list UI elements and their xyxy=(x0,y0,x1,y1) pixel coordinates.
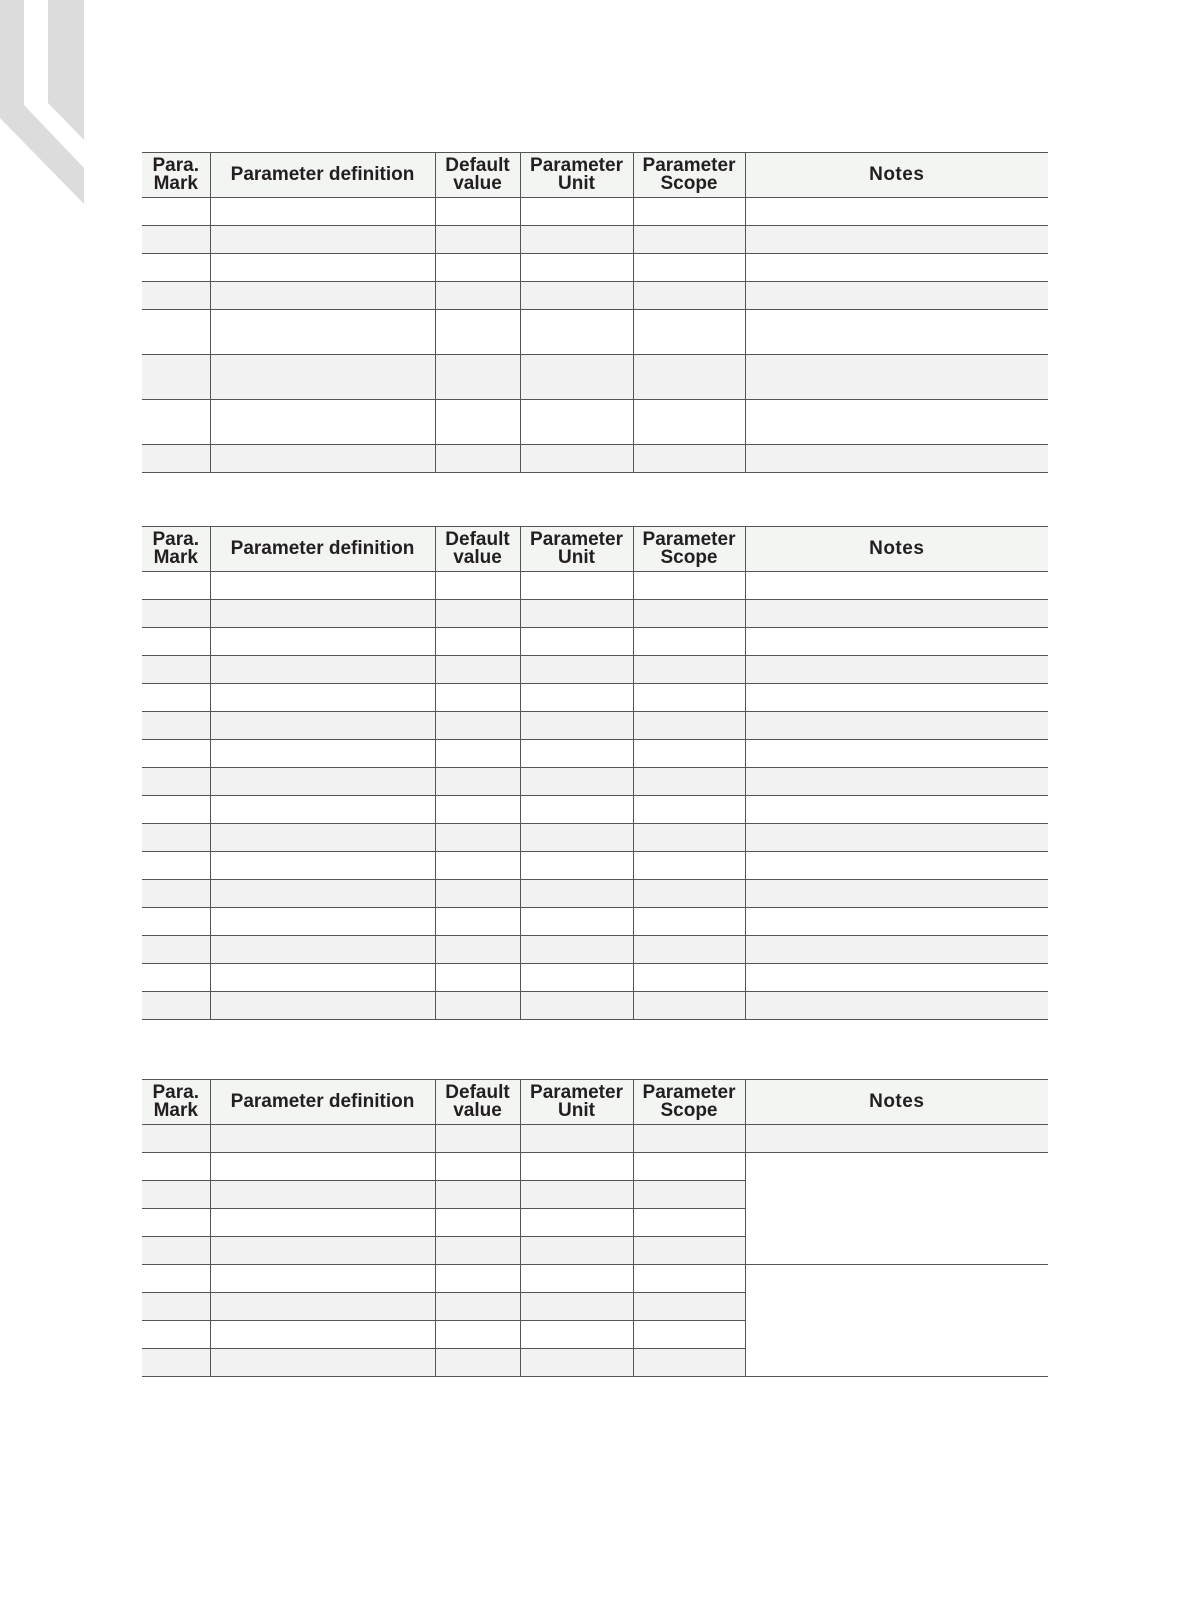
col-header-parameter-unit: Parameter Unit xyxy=(520,153,633,198)
cell-parameter-scope[interactable] xyxy=(633,1293,745,1321)
cell-parameter-unit[interactable] xyxy=(520,1181,633,1209)
cell-parameter-unit[interactable] xyxy=(520,936,633,964)
cell-parameter-unit[interactable] xyxy=(520,824,633,852)
cell-parameter-unit[interactable] xyxy=(520,572,633,600)
cell-parameter-unit[interactable] xyxy=(520,740,633,768)
cell-parameter-scope[interactable] xyxy=(633,852,745,880)
cell-parameter-scope[interactable] xyxy=(633,796,745,824)
cell-default-value[interactable] xyxy=(435,1153,520,1181)
cell-para-mark[interactable] xyxy=(142,796,210,824)
cell-default-value[interactable] xyxy=(435,824,520,852)
table-row xyxy=(142,852,1048,880)
table-row xyxy=(142,712,1048,740)
cell-default-value[interactable] xyxy=(435,355,520,400)
col-header-parameter-scope: Parameter Scope xyxy=(633,1080,745,1125)
col-header-notes: Notes xyxy=(745,527,1048,572)
cell-para-mark[interactable] xyxy=(142,254,210,282)
cell-parameter-scope[interactable] xyxy=(633,1321,745,1349)
cell-para-mark[interactable] xyxy=(142,226,210,254)
cell-default-value[interactable] xyxy=(435,1237,520,1265)
cell-para-mark[interactable] xyxy=(142,600,210,628)
cell-parameter-definition[interactable] xyxy=(210,445,435,473)
cell-default-value[interactable] xyxy=(435,964,520,992)
table-row xyxy=(142,282,1048,310)
cell-notes[interactable] xyxy=(745,880,1048,908)
cell-parameter-unit[interactable] xyxy=(520,310,633,355)
table-row xyxy=(142,254,1048,282)
cell-para-mark[interactable] xyxy=(142,1349,210,1377)
cell-parameter-definition[interactable] xyxy=(210,880,435,908)
cell-parameter-unit[interactable] xyxy=(520,684,633,712)
cell-parameter-definition[interactable] xyxy=(210,992,435,1020)
cell-parameter-scope[interactable] xyxy=(633,824,745,852)
cell-para-mark[interactable] xyxy=(142,768,210,796)
cell-default-value[interactable] xyxy=(435,226,520,254)
cell-parameter-definition[interactable] xyxy=(210,310,435,355)
cell-notes-merged[interactable] xyxy=(745,1153,1048,1265)
cell-parameter-definition[interactable] xyxy=(210,824,435,852)
header-row xyxy=(142,153,1048,198)
cell-parameter-unit[interactable] xyxy=(520,226,633,254)
cell-parameter-definition[interactable] xyxy=(210,254,435,282)
cell-notes[interactable] xyxy=(745,1125,1048,1153)
cell-default-value[interactable] xyxy=(435,1209,520,1237)
cell-para-mark[interactable] xyxy=(142,824,210,852)
cell-parameter-scope[interactable] xyxy=(633,1125,745,1153)
table-row xyxy=(142,198,1048,226)
cell-default-value[interactable] xyxy=(435,852,520,880)
cell-para-mark[interactable] xyxy=(142,198,210,226)
cell-parameter-scope[interactable] xyxy=(633,740,745,768)
cell-notes[interactable] xyxy=(745,628,1048,656)
cell-para-mark[interactable] xyxy=(142,964,210,992)
table-row xyxy=(142,600,1048,628)
cell-default-value[interactable] xyxy=(435,282,520,310)
cell-parameter-unit[interactable] xyxy=(520,796,633,824)
parameter-table-3 xyxy=(142,1079,1048,1377)
cell-notes[interactable] xyxy=(745,936,1048,964)
col-header-parameter-definition: Parameter definition xyxy=(210,527,435,572)
cell-notes[interactable] xyxy=(745,992,1048,1020)
table-row xyxy=(142,628,1048,656)
cell-default-value[interactable] xyxy=(435,768,520,796)
cell-parameter-scope[interactable] xyxy=(633,628,745,656)
cell-notes[interactable] xyxy=(745,852,1048,880)
col-header-default-value: Default value xyxy=(435,527,520,572)
table-row xyxy=(142,936,1048,964)
cell-para-mark[interactable] xyxy=(142,400,210,445)
cell-parameter-unit[interactable] xyxy=(520,1293,633,1321)
cell-parameter-definition[interactable] xyxy=(210,936,435,964)
cell-parameter-scope[interactable] xyxy=(633,656,745,684)
corner-stripe-inner xyxy=(48,0,84,140)
parameter-table-2 xyxy=(142,526,1048,1020)
cell-default-value[interactable] xyxy=(435,712,520,740)
cell-default-value[interactable] xyxy=(435,254,520,282)
table-row xyxy=(142,1153,1048,1181)
table-row xyxy=(142,992,1048,1020)
table-row xyxy=(142,768,1048,796)
cell-notes[interactable] xyxy=(745,712,1048,740)
cell-parameter-unit[interactable] xyxy=(520,992,633,1020)
cell-notes[interactable] xyxy=(745,768,1048,796)
cell-default-value[interactable] xyxy=(435,880,520,908)
cell-default-value[interactable] xyxy=(435,1125,520,1153)
parameter-table-1 xyxy=(142,152,1048,473)
cell-notes-merged[interactable] xyxy=(745,1265,1048,1377)
cell-parameter-definition[interactable] xyxy=(210,572,435,600)
cell-default-value[interactable] xyxy=(435,684,520,712)
table-row xyxy=(142,1265,1048,1293)
cell-para-mark[interactable] xyxy=(142,684,210,712)
cell-para-mark[interactable] xyxy=(142,572,210,600)
cell-parameter-scope[interactable] xyxy=(633,936,745,964)
cell-parameter-scope[interactable] xyxy=(633,226,745,254)
cell-notes[interactable] xyxy=(745,572,1048,600)
cell-parameter-definition[interactable] xyxy=(210,1237,435,1265)
table-row xyxy=(142,796,1048,824)
cell-para-mark[interactable] xyxy=(142,908,210,936)
cell-parameter-unit[interactable] xyxy=(520,1321,633,1349)
cell-parameter-unit[interactable] xyxy=(520,282,633,310)
cell-parameter-scope[interactable] xyxy=(633,1153,745,1181)
cell-parameter-definition[interactable] xyxy=(210,740,435,768)
cell-parameter-unit[interactable] xyxy=(520,1153,633,1181)
cell-parameter-definition[interactable] xyxy=(210,1265,435,1293)
cell-notes[interactable] xyxy=(745,310,1048,355)
cell-notes[interactable] xyxy=(745,254,1048,282)
cell-para-mark[interactable] xyxy=(142,1181,210,1209)
header-row xyxy=(142,1080,1048,1125)
col-header-para-mark: Para. Mark xyxy=(142,153,210,198)
cell-parameter-scope[interactable] xyxy=(633,400,745,445)
cell-parameter-unit[interactable] xyxy=(520,400,633,445)
cell-para-mark[interactable] xyxy=(142,656,210,684)
cell-default-value[interactable] xyxy=(435,1181,520,1209)
cell-default-value[interactable] xyxy=(435,198,520,226)
cell-parameter-scope[interactable] xyxy=(633,684,745,712)
table-row xyxy=(142,400,1048,445)
cell-parameter-scope[interactable] xyxy=(633,992,745,1020)
cell-para-mark[interactable] xyxy=(142,740,210,768)
cell-parameter-scope[interactable] xyxy=(633,1265,745,1293)
cell-parameter-unit[interactable] xyxy=(520,198,633,226)
cell-parameter-unit[interactable] xyxy=(520,908,633,936)
cell-parameter-definition[interactable] xyxy=(210,628,435,656)
cell-parameter-unit[interactable] xyxy=(520,254,633,282)
cell-notes[interactable] xyxy=(745,796,1048,824)
cell-notes[interactable] xyxy=(745,684,1048,712)
cell-parameter-scope[interactable] xyxy=(633,1349,745,1377)
cell-para-mark[interactable] xyxy=(142,1237,210,1265)
table-row xyxy=(142,572,1048,600)
cell-parameter-definition[interactable] xyxy=(210,1181,435,1209)
col-header-parameter-definition: Parameter definition xyxy=(210,1080,435,1125)
cell-notes[interactable] xyxy=(745,198,1048,226)
cell-parameter-scope[interactable] xyxy=(633,310,745,355)
cell-parameter-scope[interactable] xyxy=(633,445,745,473)
cell-parameter-unit[interactable] xyxy=(520,1237,633,1265)
cell-notes[interactable] xyxy=(745,740,1048,768)
cell-parameter-unit[interactable] xyxy=(520,1265,633,1293)
table-row xyxy=(142,684,1048,712)
cell-parameter-unit[interactable] xyxy=(520,1125,633,1153)
cell-parameter-definition[interactable] xyxy=(210,1321,435,1349)
col-header-parameter-definition: Parameter definition xyxy=(210,153,435,198)
cell-para-mark[interactable] xyxy=(142,355,210,400)
cell-default-value[interactable] xyxy=(435,796,520,824)
cell-notes[interactable] xyxy=(745,824,1048,852)
cell-parameter-definition[interactable] xyxy=(210,282,435,310)
cell-parameter-definition[interactable] xyxy=(210,796,435,824)
cell-parameter-unit[interactable] xyxy=(520,1349,633,1377)
cell-para-mark[interactable] xyxy=(142,1321,210,1349)
cell-default-value[interactable] xyxy=(435,600,520,628)
cell-parameter-unit[interactable] xyxy=(520,768,633,796)
cell-parameter-definition[interactable] xyxy=(210,1153,435,1181)
cell-parameter-definition[interactable] xyxy=(210,964,435,992)
cell-notes[interactable] xyxy=(745,445,1048,473)
cell-parameter-definition[interactable] xyxy=(210,226,435,254)
cell-parameter-scope[interactable] xyxy=(633,572,745,600)
cell-parameter-definition[interactable] xyxy=(210,656,435,684)
col-header-parameter-unit: Parameter Unit xyxy=(520,527,633,572)
cell-parameter-definition[interactable] xyxy=(210,768,435,796)
cell-parameter-scope[interactable] xyxy=(633,908,745,936)
cell-parameter-scope[interactable] xyxy=(633,964,745,992)
cell-para-mark[interactable] xyxy=(142,712,210,740)
cell-parameter-unit[interactable] xyxy=(520,712,633,740)
cell-parameter-definition[interactable] xyxy=(210,1125,435,1153)
cell-parameter-unit[interactable] xyxy=(520,852,633,880)
cell-para-mark[interactable] xyxy=(142,852,210,880)
col-header-parameter-scope: Parameter Scope xyxy=(633,153,745,198)
cell-default-value[interactable] xyxy=(435,1265,520,1293)
table-row xyxy=(142,226,1048,254)
cell-para-mark[interactable] xyxy=(142,310,210,355)
col-header-notes: Notes xyxy=(745,1080,1048,1125)
table-row xyxy=(142,656,1048,684)
cell-parameter-scope[interactable] xyxy=(633,355,745,400)
cell-para-mark[interactable] xyxy=(142,1265,210,1293)
cell-parameter-scope[interactable] xyxy=(633,1209,745,1237)
cell-notes[interactable] xyxy=(745,355,1048,400)
cell-parameter-definition[interactable] xyxy=(210,355,435,400)
col-header-para-mark: Para. Mark xyxy=(142,1080,210,1125)
cell-notes[interactable] xyxy=(745,282,1048,310)
cell-para-mark[interactable] xyxy=(142,628,210,656)
cell-parameter-scope[interactable] xyxy=(633,198,745,226)
cell-default-value[interactable] xyxy=(435,445,520,473)
table-row xyxy=(142,1125,1048,1153)
cell-parameter-unit[interactable] xyxy=(520,964,633,992)
cell-para-mark[interactable] xyxy=(142,1153,210,1181)
cell-notes[interactable] xyxy=(745,656,1048,684)
cell-parameter-definition[interactable] xyxy=(210,600,435,628)
col-header-parameter-unit: Parameter Unit xyxy=(520,1080,633,1125)
cell-parameter-definition[interactable] xyxy=(210,684,435,712)
corner-decoration xyxy=(0,0,90,210)
cell-para-mark[interactable] xyxy=(142,1125,210,1153)
cell-parameter-definition[interactable] xyxy=(210,1293,435,1321)
col-header-notes: Notes xyxy=(745,153,1048,198)
table-row xyxy=(142,880,1048,908)
cell-default-value[interactable] xyxy=(435,572,520,600)
cell-para-mark[interactable] xyxy=(142,445,210,473)
cell-parameter-unit[interactable] xyxy=(520,656,633,684)
cell-default-value[interactable] xyxy=(435,310,520,355)
table-row xyxy=(142,964,1048,992)
table-row xyxy=(142,740,1048,768)
cell-parameter-scope[interactable] xyxy=(633,600,745,628)
cell-para-mark[interactable] xyxy=(142,936,210,964)
table-row xyxy=(142,824,1048,852)
cell-notes[interactable] xyxy=(745,226,1048,254)
cell-default-value[interactable] xyxy=(435,656,520,684)
table-row xyxy=(142,310,1048,355)
cell-para-mark[interactable] xyxy=(142,880,210,908)
cell-parameter-unit[interactable] xyxy=(520,1209,633,1237)
cell-notes[interactable] xyxy=(745,964,1048,992)
cell-default-value[interactable] xyxy=(435,628,520,656)
cell-parameter-scope[interactable] xyxy=(633,880,745,908)
cell-default-value[interactable] xyxy=(435,400,520,445)
cell-parameter-definition[interactable] xyxy=(210,852,435,880)
cell-parameter-unit[interactable] xyxy=(520,880,633,908)
cell-default-value[interactable] xyxy=(435,1349,520,1377)
cell-default-value[interactable] xyxy=(435,740,520,768)
cell-default-value[interactable] xyxy=(435,992,520,1020)
col-header-para-mark: Para. Mark xyxy=(142,527,210,572)
cell-parameter-definition[interactable] xyxy=(210,198,435,226)
table-row xyxy=(142,908,1048,936)
col-header-default-value: Default value xyxy=(435,153,520,198)
cell-parameter-definition[interactable] xyxy=(210,712,435,740)
cell-para-mark[interactable] xyxy=(142,992,210,1020)
cell-parameter-definition[interactable] xyxy=(210,1209,435,1237)
cell-parameter-definition[interactable] xyxy=(210,1349,435,1377)
cell-default-value[interactable] xyxy=(435,1293,520,1321)
table-row xyxy=(142,445,1048,473)
cell-parameter-scope[interactable] xyxy=(633,254,745,282)
col-header-default-value: Default value xyxy=(435,1080,520,1125)
cell-para-mark[interactable] xyxy=(142,1293,210,1321)
cell-parameter-unit[interactable] xyxy=(520,628,633,656)
table-row xyxy=(142,355,1048,400)
cell-para-mark[interactable] xyxy=(142,1209,210,1237)
cell-notes[interactable] xyxy=(745,908,1048,936)
cell-default-value[interactable] xyxy=(435,936,520,964)
col-header-parameter-scope: Parameter Scope xyxy=(633,527,745,572)
cell-notes[interactable] xyxy=(745,600,1048,628)
cell-parameter-scope[interactable] xyxy=(633,1237,745,1265)
cell-default-value[interactable] xyxy=(435,1321,520,1349)
cell-parameter-scope[interactable] xyxy=(633,712,745,740)
cell-parameter-definition[interactable] xyxy=(210,908,435,936)
cell-parameter-scope[interactable] xyxy=(633,282,745,310)
cell-parameter-scope[interactable] xyxy=(633,768,745,796)
cell-parameter-scope[interactable] xyxy=(633,1181,745,1209)
cell-para-mark[interactable] xyxy=(142,282,210,310)
cell-parameter-unit[interactable] xyxy=(520,445,633,473)
cell-parameter-definition[interactable] xyxy=(210,400,435,445)
cell-parameter-unit[interactable] xyxy=(520,600,633,628)
header-row xyxy=(142,527,1048,572)
cell-parameter-unit[interactable] xyxy=(520,355,633,400)
cell-notes[interactable] xyxy=(745,400,1048,445)
cell-default-value[interactable] xyxy=(435,908,520,936)
